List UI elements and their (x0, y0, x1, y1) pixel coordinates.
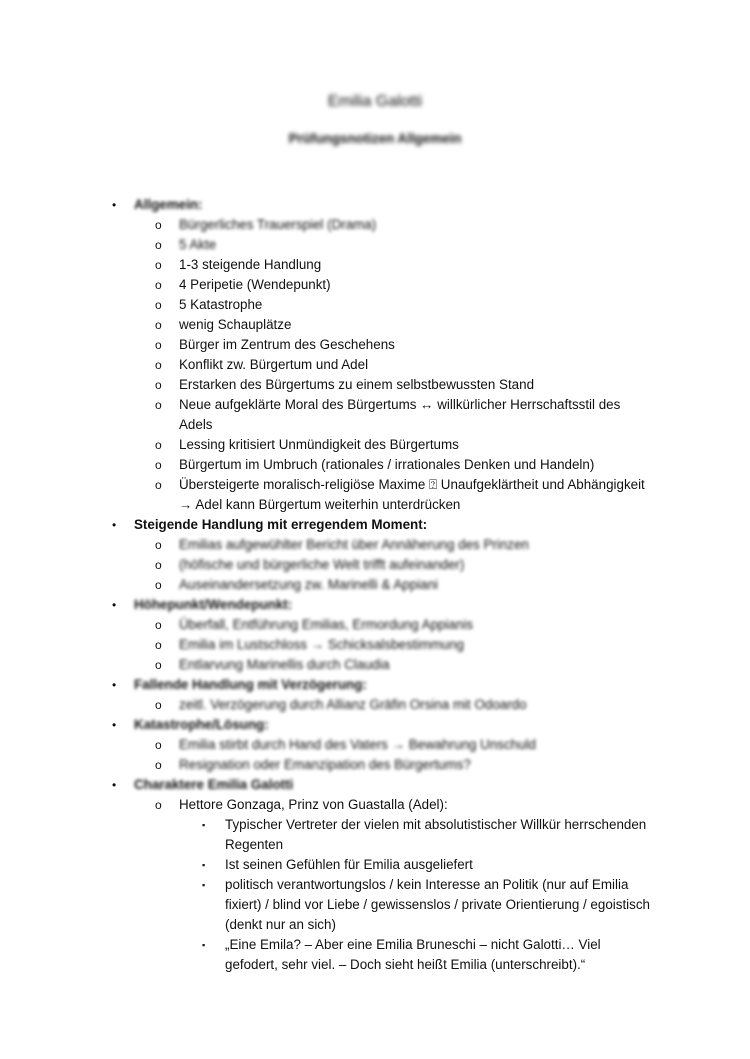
list-item (0, 735, 750, 755)
section-heading (0, 195, 750, 215)
sub-list-item (0, 935, 750, 975)
circle-bullet-marker: o (155, 378, 162, 392)
sub-list-item (0, 855, 750, 875)
list-item-text: wenig Schauplätze (179, 317, 292, 332)
list-item (0, 295, 750, 315)
circle-bullet-marker: o (155, 398, 162, 412)
list-item (0, 555, 750, 575)
circle-bullet-marker: o (155, 338, 162, 352)
section-heading-text: Charaktere Emilia Galotti (134, 777, 294, 792)
section-heading-text: Katastrophe/Lösung: (134, 717, 269, 732)
list-item-text: Emilia stirbt durch Hand des Vaters → Bewahrung Unschuld (179, 737, 537, 752)
circle-bullet-marker: o (155, 458, 162, 472)
list-item-text: Bürgerliches Trauerspiel (Drama) (179, 217, 377, 232)
list-item (0, 435, 750, 455)
list-item (0, 275, 750, 295)
circle-bullet-marker: o (155, 738, 162, 752)
square-bullet-marker: ▪ (202, 880, 206, 890)
circle-bullet-marker: o (155, 238, 162, 252)
list-item-text: Überfall, Entführung Emilias, Ermordung Appianis (179, 617, 473, 632)
list-item-text: Emilias aufgewühlter Bericht über Annäherung des Prinzen (179, 537, 529, 552)
circle-bullet-marker: o (155, 758, 162, 772)
bullet-marker: • (112, 718, 117, 732)
circle-bullet-marker: o (155, 618, 162, 632)
square-bullet-marker: ▪ (202, 860, 206, 870)
circle-bullet-marker: o (155, 358, 162, 372)
section-heading-text: Allgemein: (134, 197, 203, 212)
list-item (0, 215, 750, 235)
list-item-text: Hettore Gonzaga, Prinz von Guastalla (Adel): (179, 797, 448, 812)
list-item-text: (höfische und bürgerliche Welt trifft aufeinander) (179, 557, 465, 572)
bullet-marker: • (112, 678, 117, 692)
list-item (0, 255, 750, 275)
list-item-text: 5 Akte (179, 237, 217, 252)
list-item-text: Lessing kritisiert Unmündigkeit des Bürgertums (179, 437, 459, 452)
list-item (0, 535, 750, 555)
square-bullet-marker: ▪ (202, 940, 206, 950)
list-item (0, 375, 750, 395)
list-item-text: Neue aufgeklärte Moral des Bürgertums ↔ willkürlicher Herrschaftsstil des Adels (179, 397, 621, 432)
sub-list-item (0, 875, 750, 935)
list-item (0, 395, 750, 435)
circle-bullet-marker: o (155, 218, 162, 232)
list-item (0, 695, 750, 715)
section-heading (0, 715, 750, 735)
circle-bullet-marker: o (155, 298, 162, 312)
list-item-text: Auseinandersetzung zw. Marinelli & Appiani (179, 577, 439, 592)
sub-list-item (0, 815, 750, 855)
circle-bullet-marker: o (155, 558, 162, 572)
list-item-text: Bürgertum im Umbruch (rationales / irrationales Denken und Handeln) (179, 457, 595, 472)
section-heading (0, 675, 750, 695)
circle-bullet-marker: o (155, 258, 162, 272)
list-item (0, 475, 750, 515)
section-heading (0, 775, 750, 795)
list-item (0, 755, 750, 775)
list-item-text: Konflikt zw. Bürgertum und Adel (179, 357, 369, 372)
circle-bullet-marker: o (155, 318, 162, 332)
bullet-marker: • (112, 198, 117, 212)
list-item-text: zeitl. Verzögerung durch Allianz Gräfin Orsina mit Odoardo (179, 697, 527, 712)
square-bullet-marker: ▪ (202, 820, 206, 830)
section-heading (0, 595, 750, 615)
list-item-text: 4 Peripetie (Wendepunkt) (179, 277, 331, 292)
circle-bullet-marker: o (155, 478, 162, 492)
list-item (0, 315, 750, 335)
notes-content (0, 195, 750, 975)
list-item-text: 1-3 steigende Handlung (179, 257, 322, 272)
bullet-marker: • (112, 778, 117, 792)
bullet-marker: • (112, 598, 117, 612)
section-heading-text: Fallende Handlung mit Verzögerung: (134, 677, 367, 692)
circle-bullet-marker: o (155, 578, 162, 592)
list-item (0, 575, 750, 595)
sub-list-item-text: Ist seinen Gefühlen für Emilia ausgeliefert (225, 857, 473, 872)
list-item (0, 335, 750, 355)
circle-bullet-marker: o (155, 658, 162, 672)
sub-list-item-text: „Eine Emila? – Aber eine Emilia Bruneschi – nicht Galotti… Viel gefodert, sehr viel. – Doch sieht heißt Emilia (unterschreibt).“ (225, 937, 601, 972)
document-subtitle: Prüfungsnotizen Allgemein (288, 131, 462, 146)
list-item (0, 455, 750, 475)
circle-bullet-marker: o (155, 638, 162, 652)
circle-bullet-marker: o (155, 798, 162, 812)
circle-bullet-marker: o (155, 278, 162, 292)
list-item-text: Bürger im Zentrum des Geschehens (179, 337, 395, 352)
list-item-text: Erstarken des Bürgertums zu einem selbstbewussten Stand (179, 377, 535, 392)
list-item (0, 635, 750, 655)
sub-list-item-text: Typischer Vertreter der vielen mit absolutistischer Willkür herrschenden Regenten (225, 817, 647, 852)
section-heading-text: Höhepunkt/Wendepunkt: (134, 597, 293, 612)
list-item-text: Resignation oder Emanzipation des Bürgertums? (179, 757, 471, 772)
list-item (0, 795, 750, 815)
list-item-text: Übersteigerte moralisch-religiöse Maxime ⍰ Unaufgeklärtheit und Abhängigkeit → Adel kann Bürgertum weiterhin unterdrücken (179, 477, 645, 512)
list-item-text: Entlarvung Marinellis durch Claudia (179, 657, 390, 672)
list-item-text: Emilia im Lustschloss → Schicksalsbestimmung (179, 637, 465, 652)
list-item (0, 235, 750, 255)
sub-list-item-text: politisch verantwortungslos / kein Interesse an Politik (nur auf Emilia fixiert) / blind vor Liebe / gewissenslos / private Orientierung / egoistisch (denkt nur an sich) (225, 877, 650, 932)
document-title: Emilia Galotti (327, 93, 423, 110)
outline-list (0, 195, 750, 975)
list-item (0, 655, 750, 675)
circle-bullet-marker: o (155, 698, 162, 712)
section-heading (0, 515, 750, 535)
list-item-text: 5 Katastrophe (179, 297, 263, 312)
section-heading-text: Steigende Handlung mit erregendem Moment: (134, 517, 428, 532)
bullet-marker: • (112, 518, 117, 532)
list-item (0, 615, 750, 635)
circle-bullet-marker: o (155, 438, 162, 452)
circle-bullet-marker: o (155, 538, 162, 552)
list-item (0, 355, 750, 375)
